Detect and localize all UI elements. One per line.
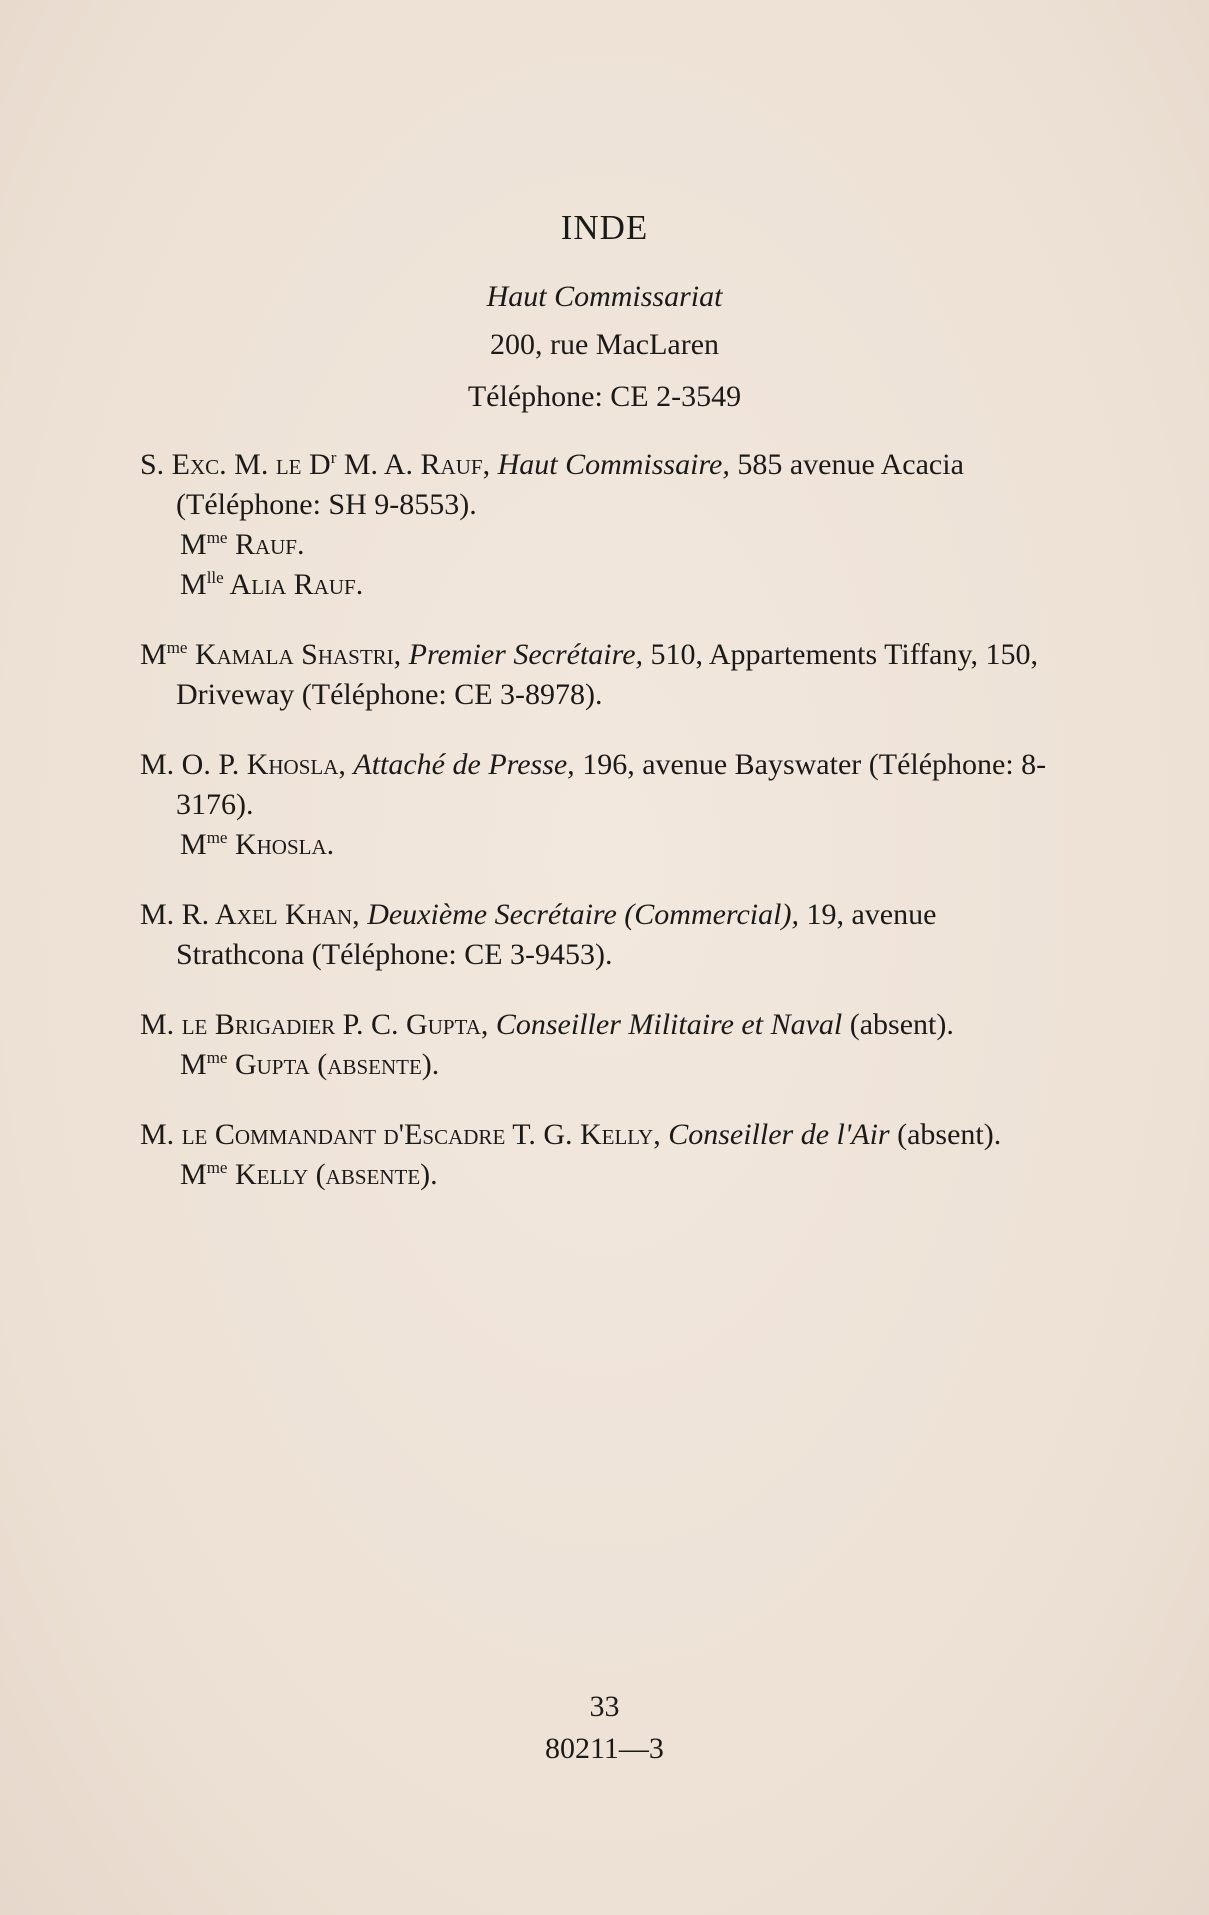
spouse-name: Khosla. <box>227 828 335 861</box>
spouse-name: Kelly (absente). <box>227 1158 438 1191</box>
entry-detail: (absent). <box>842 1008 954 1041</box>
office-name: Haut Commissariat <box>486 280 723 313</box>
spouse-prefix: M <box>180 1048 207 1081</box>
entry-title: Attaché de Presse, <box>353 748 575 781</box>
entry-prefix: M. R. <box>140 898 216 931</box>
entry-main-line <box>140 1115 1060 1155</box>
spouse-prefix: M <box>180 528 207 561</box>
entry-main-line <box>140 1005 1060 1045</box>
entry-detail: 19, avenue Strathcona (Téléphone: CE 3-9453). <box>176 898 937 971</box>
entry-prefix: M. <box>140 1008 182 1041</box>
entry-detail: (absent). <box>889 1118 1002 1151</box>
list-item <box>140 1005 1060 1085</box>
entry-name: le Commandant d'Escadre T. G. Kelly, <box>181 1118 669 1151</box>
spouse-superscript: me <box>206 1158 228 1177</box>
entry-spouse-line <box>140 565 1060 605</box>
entry-name: M. A. Rauf, <box>336 448 498 481</box>
country-heading: INDE <box>560 208 649 247</box>
entry-main-line <box>140 745 1060 825</box>
entry-title: Conseiller Militaire et Naval <box>495 1008 843 1041</box>
entry-main-line <box>140 895 1060 975</box>
entry-title: Deuxième Secrétaire (Commercial), <box>367 898 799 931</box>
spouse-name: Rauf. <box>227 528 305 561</box>
entry-detail: 510, Appartements Tiffany, 150, Driveway (Téléphone: CE 3-8978). <box>176 638 1039 711</box>
entry-spouse-line <box>140 525 1060 565</box>
list-item <box>140 635 1060 715</box>
entry-spouse-line <box>140 825 1060 865</box>
spouse-superscript: lle <box>206 568 224 587</box>
entry-prefix-superscript: r <box>330 448 337 467</box>
entry-title: Premier Secrétaire, <box>408 638 644 671</box>
print-code: 80211—3 <box>545 1732 664 1765</box>
entry-name: Khosla, <box>246 748 354 781</box>
entry-detail: 585 avenue Acacia (Téléphone: SH 9-8553). <box>176 448 964 521</box>
entry-spouse-line <box>140 1045 1060 1085</box>
office-telephone: Téléphone: CE 2-3549 <box>467 380 742 413</box>
spouse-superscript: me <box>206 1048 228 1067</box>
personnel-list <box>140 445 1060 1225</box>
entry-prefix: M. <box>140 1118 182 1151</box>
entry-prefix-superscript: me <box>166 638 188 657</box>
page-number: 33 <box>589 1690 620 1723</box>
entry-name: Kamala Shastri, <box>187 638 409 671</box>
spouse-prefix: M <box>180 1158 207 1191</box>
entry-spouse-line <box>140 1155 1060 1195</box>
list-item <box>140 745 1060 865</box>
entry-main-line <box>140 635 1060 715</box>
list-item <box>140 895 1060 975</box>
entry-name: Axel Khan, <box>215 898 368 931</box>
spouse-prefix: M <box>180 828 207 861</box>
spouse-superscript: me <box>206 528 228 547</box>
entry-prefix: M. O. P. <box>140 748 247 781</box>
spouse-name: Alia Rauf. <box>223 568 364 601</box>
list-item <box>140 445 1060 605</box>
entry-title: Conseiller de l'Air <box>668 1118 890 1151</box>
entry-title: Haut Commissaire, <box>497 448 730 481</box>
spouse-prefix: M <box>180 568 207 601</box>
entry-name: le Brigadier P. C. Gupta, <box>181 1008 496 1041</box>
office-address: 200, rue MacLaren <box>489 328 720 361</box>
entry-main-line <box>140 445 1060 525</box>
entry-prefix: M <box>140 638 167 671</box>
entry-detail: 196, avenue Bayswater (Téléphone: 8-3176). <box>176 748 1047 821</box>
spouse-superscript: me <box>206 828 228 847</box>
entry-prefix: S. Exc. M. le D <box>140 448 331 481</box>
spouse-name: Gupta (absente). <box>227 1048 440 1081</box>
list-item <box>140 1115 1060 1195</box>
